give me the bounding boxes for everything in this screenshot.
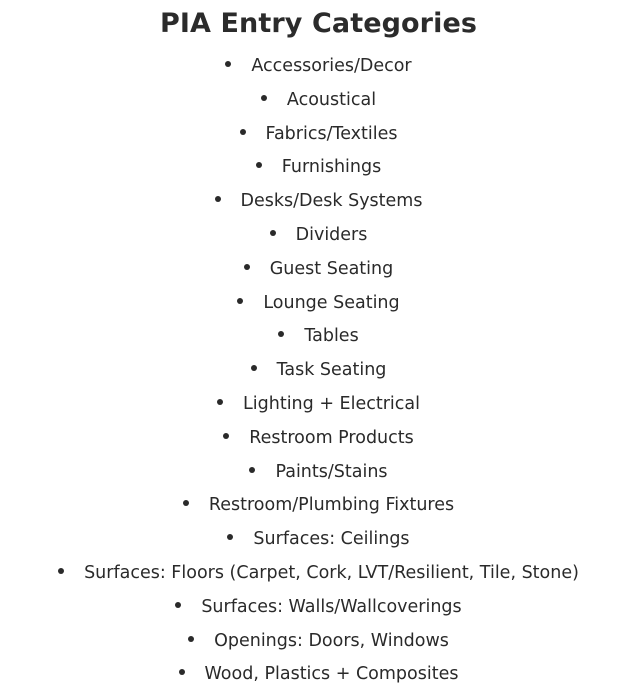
bullet-icon	[175, 602, 181, 608]
list-item-label: Lounge Seating	[263, 292, 400, 313]
bullet-icon	[227, 534, 233, 540]
list-item	[0, 151, 637, 185]
category-list	[0, 50, 637, 692]
list-item	[0, 118, 637, 152]
list-item-label: Guest Seating	[269, 258, 394, 279]
bullet-icon	[251, 365, 257, 371]
list-item	[0, 456, 637, 490]
list-item	[0, 489, 637, 523]
list-item	[0, 557, 637, 591]
list-item	[0, 591, 637, 625]
list-item-label: Restroom/Plumbing Fixtures	[208, 495, 455, 516]
list-item	[0, 287, 637, 321]
bullet-icon	[58, 568, 64, 574]
list-item-label: Wood, Plastics + Composites	[204, 664, 459, 685]
list-item-label: Task Seating	[276, 360, 387, 381]
list-item	[0, 625, 637, 659]
list-item	[0, 523, 637, 557]
list-item-label: Tables	[304, 326, 359, 347]
bullet-icon	[183, 500, 189, 506]
list-item-label: Acoustical	[286, 89, 377, 110]
list-item-label: Desks/Desk Systems	[240, 191, 423, 212]
list-item-label: Dividers	[295, 224, 368, 245]
list-item-label: Surfaces: Ceilings	[253, 529, 410, 550]
bullet-icon	[179, 669, 185, 675]
list-item-label: Openings: Doors, Windows	[214, 630, 449, 651]
bullet-icon	[249, 467, 255, 473]
list-item	[0, 185, 637, 219]
list-item	[0, 320, 637, 354]
page-title: PIA Entry Categories	[159, 8, 478, 39]
bullet-icon	[270, 230, 276, 236]
bullet-icon	[217, 399, 223, 405]
list-item-label: Paints/Stains	[275, 461, 388, 482]
bullet-icon	[261, 95, 267, 101]
bullet-icon	[215, 196, 221, 202]
list-item	[0, 388, 637, 422]
bullet-icon	[237, 298, 243, 304]
list-item	[0, 253, 637, 287]
list-item	[0, 50, 637, 84]
bullet-icon	[240, 129, 246, 135]
bullet-icon	[188, 636, 194, 642]
list-item	[0, 422, 637, 456]
list-item-label: Surfaces: Walls/Wallcoverings	[201, 596, 462, 617]
list-item	[0, 658, 637, 692]
list-item-label: Restroom Products	[249, 427, 414, 448]
bullet-icon	[225, 61, 231, 67]
bullet-icon	[256, 162, 262, 168]
list-item-label: Furnishings	[281, 157, 382, 178]
list-item-label: Fabrics/Textiles	[265, 123, 398, 144]
bullet-icon	[223, 433, 229, 439]
list-item	[0, 354, 637, 388]
bullet-icon	[244, 264, 250, 270]
list-item	[0, 219, 637, 253]
bullet-icon	[278, 331, 284, 337]
list-item-label: Accessories/Decor	[251, 56, 412, 76]
list-item-label: Surfaces: Floors (Carpet, Cork, LVT/Resilient, Tile, Stone)	[84, 562, 579, 583]
list-item	[0, 84, 637, 118]
list-item-label: Lighting + Electrical	[243, 393, 420, 414]
